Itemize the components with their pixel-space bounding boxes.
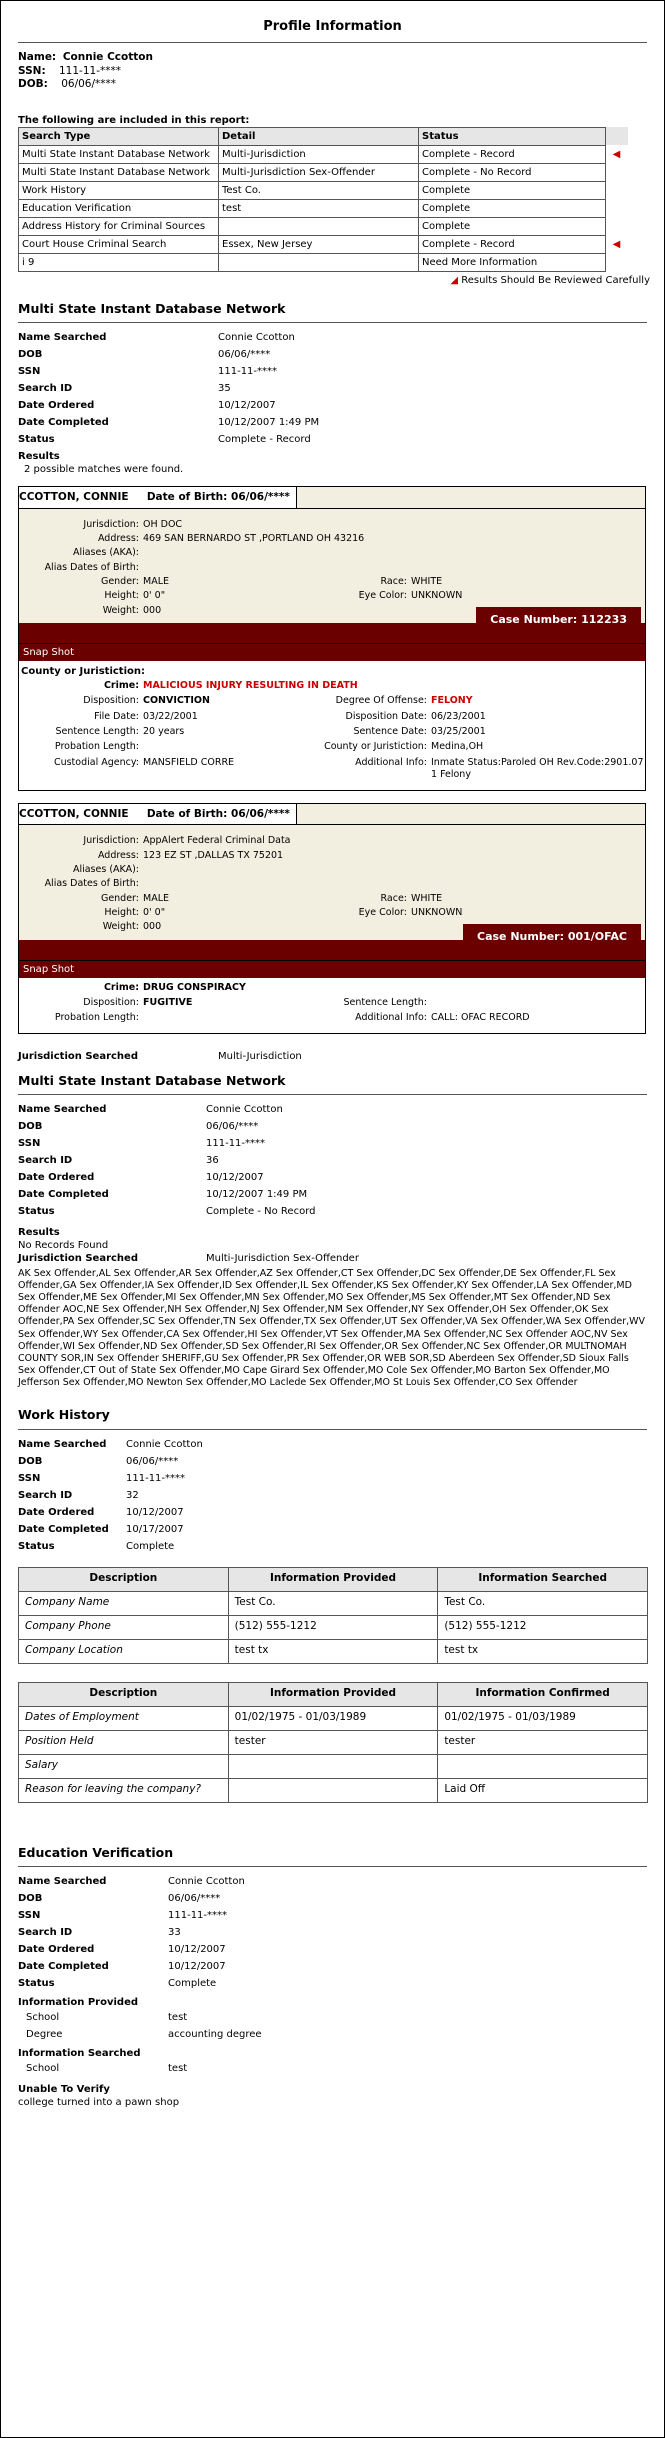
table-row: Reason for leaving the company? Laid Off bbox=[19, 1778, 648, 1802]
red-triangle-flag-icon: ◀ bbox=[612, 148, 621, 160]
table-row: Position Held tester tester bbox=[19, 1730, 648, 1754]
employment-table: Description Information Provided Information Confirmed Dates of Employment 01/02/1975 - 01/03/1989 01/02/1975 - 01/03/1989 Position Held tester tester Salary Reason for leaving the company? Laid Off bbox=[18, 1682, 648, 1803]
results-text: 2 possible matches were found. bbox=[24, 464, 184, 476]
crime-value: DRUG CONSPIRACY bbox=[143, 981, 246, 993]
page-title: Profile Information bbox=[263, 19, 402, 34]
sex-offender-databases: AK Sex Offender,AL Sex Offender,AR Sex Offender,AZ Sex Offender,CT Sex Offender,DC Sex Offender,DE Sex Offender,FL Sex Offender,GA Sex Offender,IA Sex Offender,ID Sex Offender,IL Sex Offender,KS Sex Offender,KY Sex Offender,LA Sex Offender,MD Sex Offender,ME Sex Offender,MI Sex Offender,MN Sex Offender,MO Sex Offender,MS Sex Offender,MT Sex Offender,ND Sex Offender AOC,NE Sex Offender,NH Sex Offender,NJ Sex Offender,NM Sex Offender,NY Sex Offender,OH Sex Offender,OK Sex Offender,PA Sex Offender,SC Sex Offender,TN Sex Offender,TX Sex Offender,UT Sex Offender,VA Sex Offender,WA Sex Offender,WV Sex Offender,WY Sex Offender,CA Sex Offender,HI Sex Offender,VT Sex Offender,MA Sex Offender,NC Sex Offender AOC,NV Sex Offender,WI Sex Offender,ND Sex Offender,SD Sex Offender,RI Sex Offender,OR Sex Offender,NC Sex Offender,OR MULTNOMAH COUNTY SOR,IN Sex Offender SHERIFF,GU Sex Offender,PR Sex Offender,OR WEB SOR,SD Aberdeen Sex Offender,SD Sioux Falls Sex Offender,CT Out of State Sex Offender,MO Cape Girard Sex Offender,MO Cole Sex Offender,MO Barton Sex Offender,MO Jefferson Sex Offender,MO Newton Sex Offender,MO Laclede Sex Offender,MO St Louis Sex Offender,CO Sex Offender bbox=[18, 1267, 646, 1389]
criminal-record-card: CCOTTON, CONNIE Date of Birth: 06/06/**** Jurisdiction: OH DOC Address: 469 SAN BERNARDO ST ,PORTLAND OH 43216 Aliases (AKA): Alias Dates of Birth: Gender: MALE Race: WHITE Height: 0' 0" Eye Color: UNKNOWN Weight: 000 Case Number: 112233 Snap Shot County or Juristiction: Crime: MALICIOUS INJURY RESULTING IN DEATH Disposition: CONVICTION Degree Of Offense: FELONY File Date: 03/22/2001 Disposition Date: 06/23/2001 Sentence Length: 20 years Sentence Date: 03/25/2001 Probation Length: County or Juristiction: Medina,OH Custodial Agency: MANSFIELD CORRE Additional Info: Inmate Status:Paroled OH Rev.Code:2901.07 1 Felony bbox=[18, 486, 646, 790]
summary-row: Multi State Instant Database Network Multi-Jurisdiction Complete - Record ◀ bbox=[19, 145, 628, 163]
table-row: Company Location test tx test tx bbox=[19, 1639, 648, 1663]
crime-value: MALICIOUS INJURY RESULTING IN DEATH bbox=[143, 680, 358, 692]
summary-row: Address History for Criminal Sources Complete bbox=[19, 217, 628, 235]
summary-table bbox=[18, 127, 628, 272]
section-title: Multi State Instant Database Network bbox=[18, 300, 286, 316]
summary-header-row: Search Type Detail Status bbox=[19, 127, 628, 145]
subject-ssn: 111-11-**** bbox=[59, 64, 121, 77]
table-row: Company Phone (512) 555-1212 (512) 555-1212 bbox=[19, 1615, 648, 1639]
snapshot-bar: Snap Shot bbox=[19, 643, 645, 661]
search-details: Name Searched Connie Ccotton DOB 06/06/**** SSN 111-11-**** Search ID 36 Date Ordered 10/12/2007 Date Completed 10/12/2007 1:49 PM Status Complete - No Record bbox=[18, 1103, 316, 1217]
summary-row: Education Verification test Complete bbox=[19, 199, 628, 217]
report-page: Profile Information Name: Connie Ccotton SSN: 111-11-**** DOB: 06/06/**** The following are included in this report: Search Type Detail Status Multi State Instant Database Network Multi-Jurisdiction Complete - Record ◀ Multi State Instant Database Network Multi-Jurisdiction Sex-Offender Complete - No Record Work History Test Co. Complete Education Verification test Complete Address History for Criminal Sources Complete Court House Criminal Search Essex, New Jersey Complete - Record ◀ i 9 Need More Information ◢ Results Should Be Reviewed Carefully Multi State Instant Database Network Name Searched Connie Ccotton DOB 06/06/**** SSN 111-11-**** Search ID 35 Date Ordered 10/12/2007 Date Completed 10/12/2007 1:49 PM Status Complete - Record Results 2 possible matches were found. CCOTTON, CONNIE Date of Birth: 06/06/**** Jurisdiction: OH DOC Address: 469 SAN BERNARDO ST ,PORTLAND OH 43216 Aliases (AKA): Alias Dates of Birth: Gender: MALE Race: WHITE Height: 0' 0" Eye Color: UNKNOWN Weight: 000 Case Number: 112233 Snap Shot County or Juristiction: Crime: MALICIOUS INJURY RESULTING IN DEATH Disposition: CONVICTION Degree Of Offense: FELONY File Date: 03/22/2001 Disposition Date: 06/23/2001 Sentence Length: 20 years Sentence Date: 03/25/2001 Probation Length: County or Juristiction: Medina,OH Custodial Agency: MANSFIELD CORRE Additional Info: Inmate Status:Paroled OH Rev.Code:2901.07 1 Felony CCOTTON, CONNIE Date of Birth: 06/06/**** Jurisdiction: AppAlert Federal Criminal Data Address: 123 EZ ST ,DALLAS TX 75201 Aliases (AKA): Alias Dates of Birth: Gender: MALE Race: WHITE Height: 0' 0" Eye Color: UNKNOWN Weight: 000 Case Number: 001/OFAC Snap Shot Crime: DRUG CONSPIRACY Disposition: FUGITIVE Sentence Length: Probation Length: Additional Info: CALL: OFAC RECORD Jurisdiction Searched Multi-Jurisdiction Multi State Instant Database Network Name Searched Connie Ccotton DOB 06/06/**** SSN 111-11-**** Search ID 36 Date Ordered 10/12/2007 Date Completed 10/12/2007 1:49 PM Status Complete - No Record Results No Records Found Jurisdiction Searched Multi-Jurisdiction Sex-Offender AK Sex Offender,AL Sex Offender,AR Sex Offender,AZ Sex Offender,CT Sex Offender,DC Sex Offender,DE Sex Offender,FL Sex Offender,GA Sex Offender,IA Sex Offender,ID Sex Offender,IL Sex Offender,KS Sex Offender,KY Sex Offender,LA Sex Offender,MD Sex Offender,ME Sex Offender,MI Sex Offender,MN Sex Offender,MO Sex Offender,MS Sex Offender,MT Sex Offender,ND Sex Offender AOC,NE Sex Offender,NH Sex Offender,NJ Sex Offender,NM Sex Offender,NY Sex Offender,OH Sex Offender,OK Sex Offender,PA Sex Offender,SC Sex Offender,TN Sex Offender,TX Sex Offender,UT Sex Offender,VA Sex Offender,WA Sex Offender,WV Sex Offender,WY Sex Offender,CA Sex Offender,HI Sex Offender,VT Sex Offender,MA Sex Offender,NC Sex Offender AOC,NV Sex Offender,WI Sex Offender,ND Sex Offender,SD Sex Offender,RI Sex Offender,OR Sex Offender,NC Sex Offender,OR MULTNOMAH COUNTY SOR,IN Sex Offender SHERIFF,GU Sex Offender,PR Sex Offender,OR WEB SOR,SD Aberdeen Sex Offender,SD Sioux Falls Sex Offender,CT Out of State Sex Offender,MO Cape Girard Sex Offender,MO Cole Sex Offender,MO Barton Sex Offender,MO Jefferson Sex Offender,MO Newton Sex Offender,MO Laclede Sex Offender,MO St Louis Sex Offender,CO Sex Offender Work History Name Searched Connie Ccotton DOB 06/06/**** SSN 111-11-**** Search ID 32 Date Ordered 10/12/2007 Date Completed 10/17/2007 Status Complete Description Information Provided Information Searched Company Name Test Co. Test Co. Company Phone (512) 555-1212 (512) 555-1212 Company Location test tx test tx Description Information Provided Information Confirmed Dates of Employment 01/02/1975 - 01/03/1989 01/02/1975 - 01/03/1989 Position Held tester tester Salary Reason for leaving the company? Laid Off Education Verification Name Searched Connie Ccotton DOB 06/06/**** SSN 111-11-**** Search ID 33 Date Ordered 10/12/2007 Date Completed 10/12/2007 Status Complete Information Provided School test Degree accounting degree Information Searched School test Unable To Verify college turned into a pawn shop bbox=[0, 0, 665, 2438]
subject-dob: 06/06/**** bbox=[61, 78, 117, 91]
section-title: Education Verification bbox=[18, 1844, 174, 1860]
snapshot-bar: Snap Shot bbox=[19, 960, 645, 978]
unable-to-verify-text: college turned into a pawn shop bbox=[18, 2096, 180, 2108]
case-number: Case Number: 112233 bbox=[476, 607, 641, 633]
summary-row: Court House Criminal Search Essex, New Jersey Complete - Record ◀ bbox=[19, 235, 628, 253]
section-title: Multi State Instant Database Network bbox=[18, 1072, 286, 1088]
record-name: CCOTTON, CONNIE bbox=[19, 807, 129, 820]
report-intro: The following are included in this report: bbox=[18, 114, 250, 126]
table-row: Salary bbox=[19, 1754, 648, 1778]
review-legend: ◢ Results Should Be Reviewed Carefully bbox=[450, 274, 650, 286]
summary-row: Multi State Instant Database Network Multi-Jurisdiction Sex-Offender Complete - No Record bbox=[19, 163, 628, 181]
search-details: Name Searched Connie Ccotton DOB 06/06/**** SSN 111-11-**** Search ID 33 Date Ordered 10/12/2007 Date Completed 10/12/2007 Status Complete bbox=[18, 1875, 245, 1989]
work-info-table: Description Information Provided Information Searched Company Name Test Co. Test Co. Company Phone (512) 555-1212 (512) 555-1212 Company Location test tx test tx bbox=[18, 1567, 648, 1664]
divider bbox=[18, 42, 647, 43]
red-triangle-flag-icon: ◀ bbox=[612, 238, 621, 250]
summary-row: Work History Test Co. Complete bbox=[19, 181, 628, 199]
red-triangle-flag-icon: ◢ bbox=[450, 274, 459, 286]
search-details: Name Searched Connie Ccotton DOB 06/06/**** SSN 111-11-**** Search ID 32 Date Ordered 10/12/2007 Date Completed 10/17/2007 Status Complete bbox=[18, 1438, 203, 1552]
case-number: Case Number: 001/OFAC bbox=[463, 924, 641, 950]
subject-info: Name: Connie Ccotton SSN: 111-11-**** DOB: 06/06/**** bbox=[18, 50, 153, 91]
section-title: Work History bbox=[18, 1407, 110, 1423]
subject-name: Connie Ccotton bbox=[62, 50, 153, 63]
criminal-record-card: CCOTTON, CONNIE Date of Birth: 06/06/**** Jurisdiction: AppAlert Federal Criminal Data Address: 123 EZ ST ,DALLAS TX 75201 Aliases (AKA): Alias Dates of Birth: Gender: MALE Race: WHITE Height: 0' 0" Eye Color: UNKNOWN Weight: 000 Case Number: 001/OFAC Snap Shot Crime: DRUG CONSPIRACY Disposition: FUGITIVE Sentence Length: Probation Length: Additional Info: CALL: OFAC RECORD bbox=[18, 803, 646, 1034]
summary-row: i 9 Need More Information bbox=[19, 253, 628, 271]
table-row: Company Name Test Co. Test Co. bbox=[19, 1591, 648, 1615]
table-row: Dates of Employment 01/02/1975 - 01/03/1989 01/02/1975 - 01/03/1989 bbox=[19, 1706, 648, 1730]
record-name: CCOTTON, CONNIE bbox=[19, 491, 129, 504]
search-details: Name Searched Connie Ccotton DOB 06/06/**** SSN 111-11-**** Search ID 35 Date Ordered 10/12/2007 Date Completed 10/12/2007 1:49 PM Status Complete - Record bbox=[18, 332, 320, 446]
